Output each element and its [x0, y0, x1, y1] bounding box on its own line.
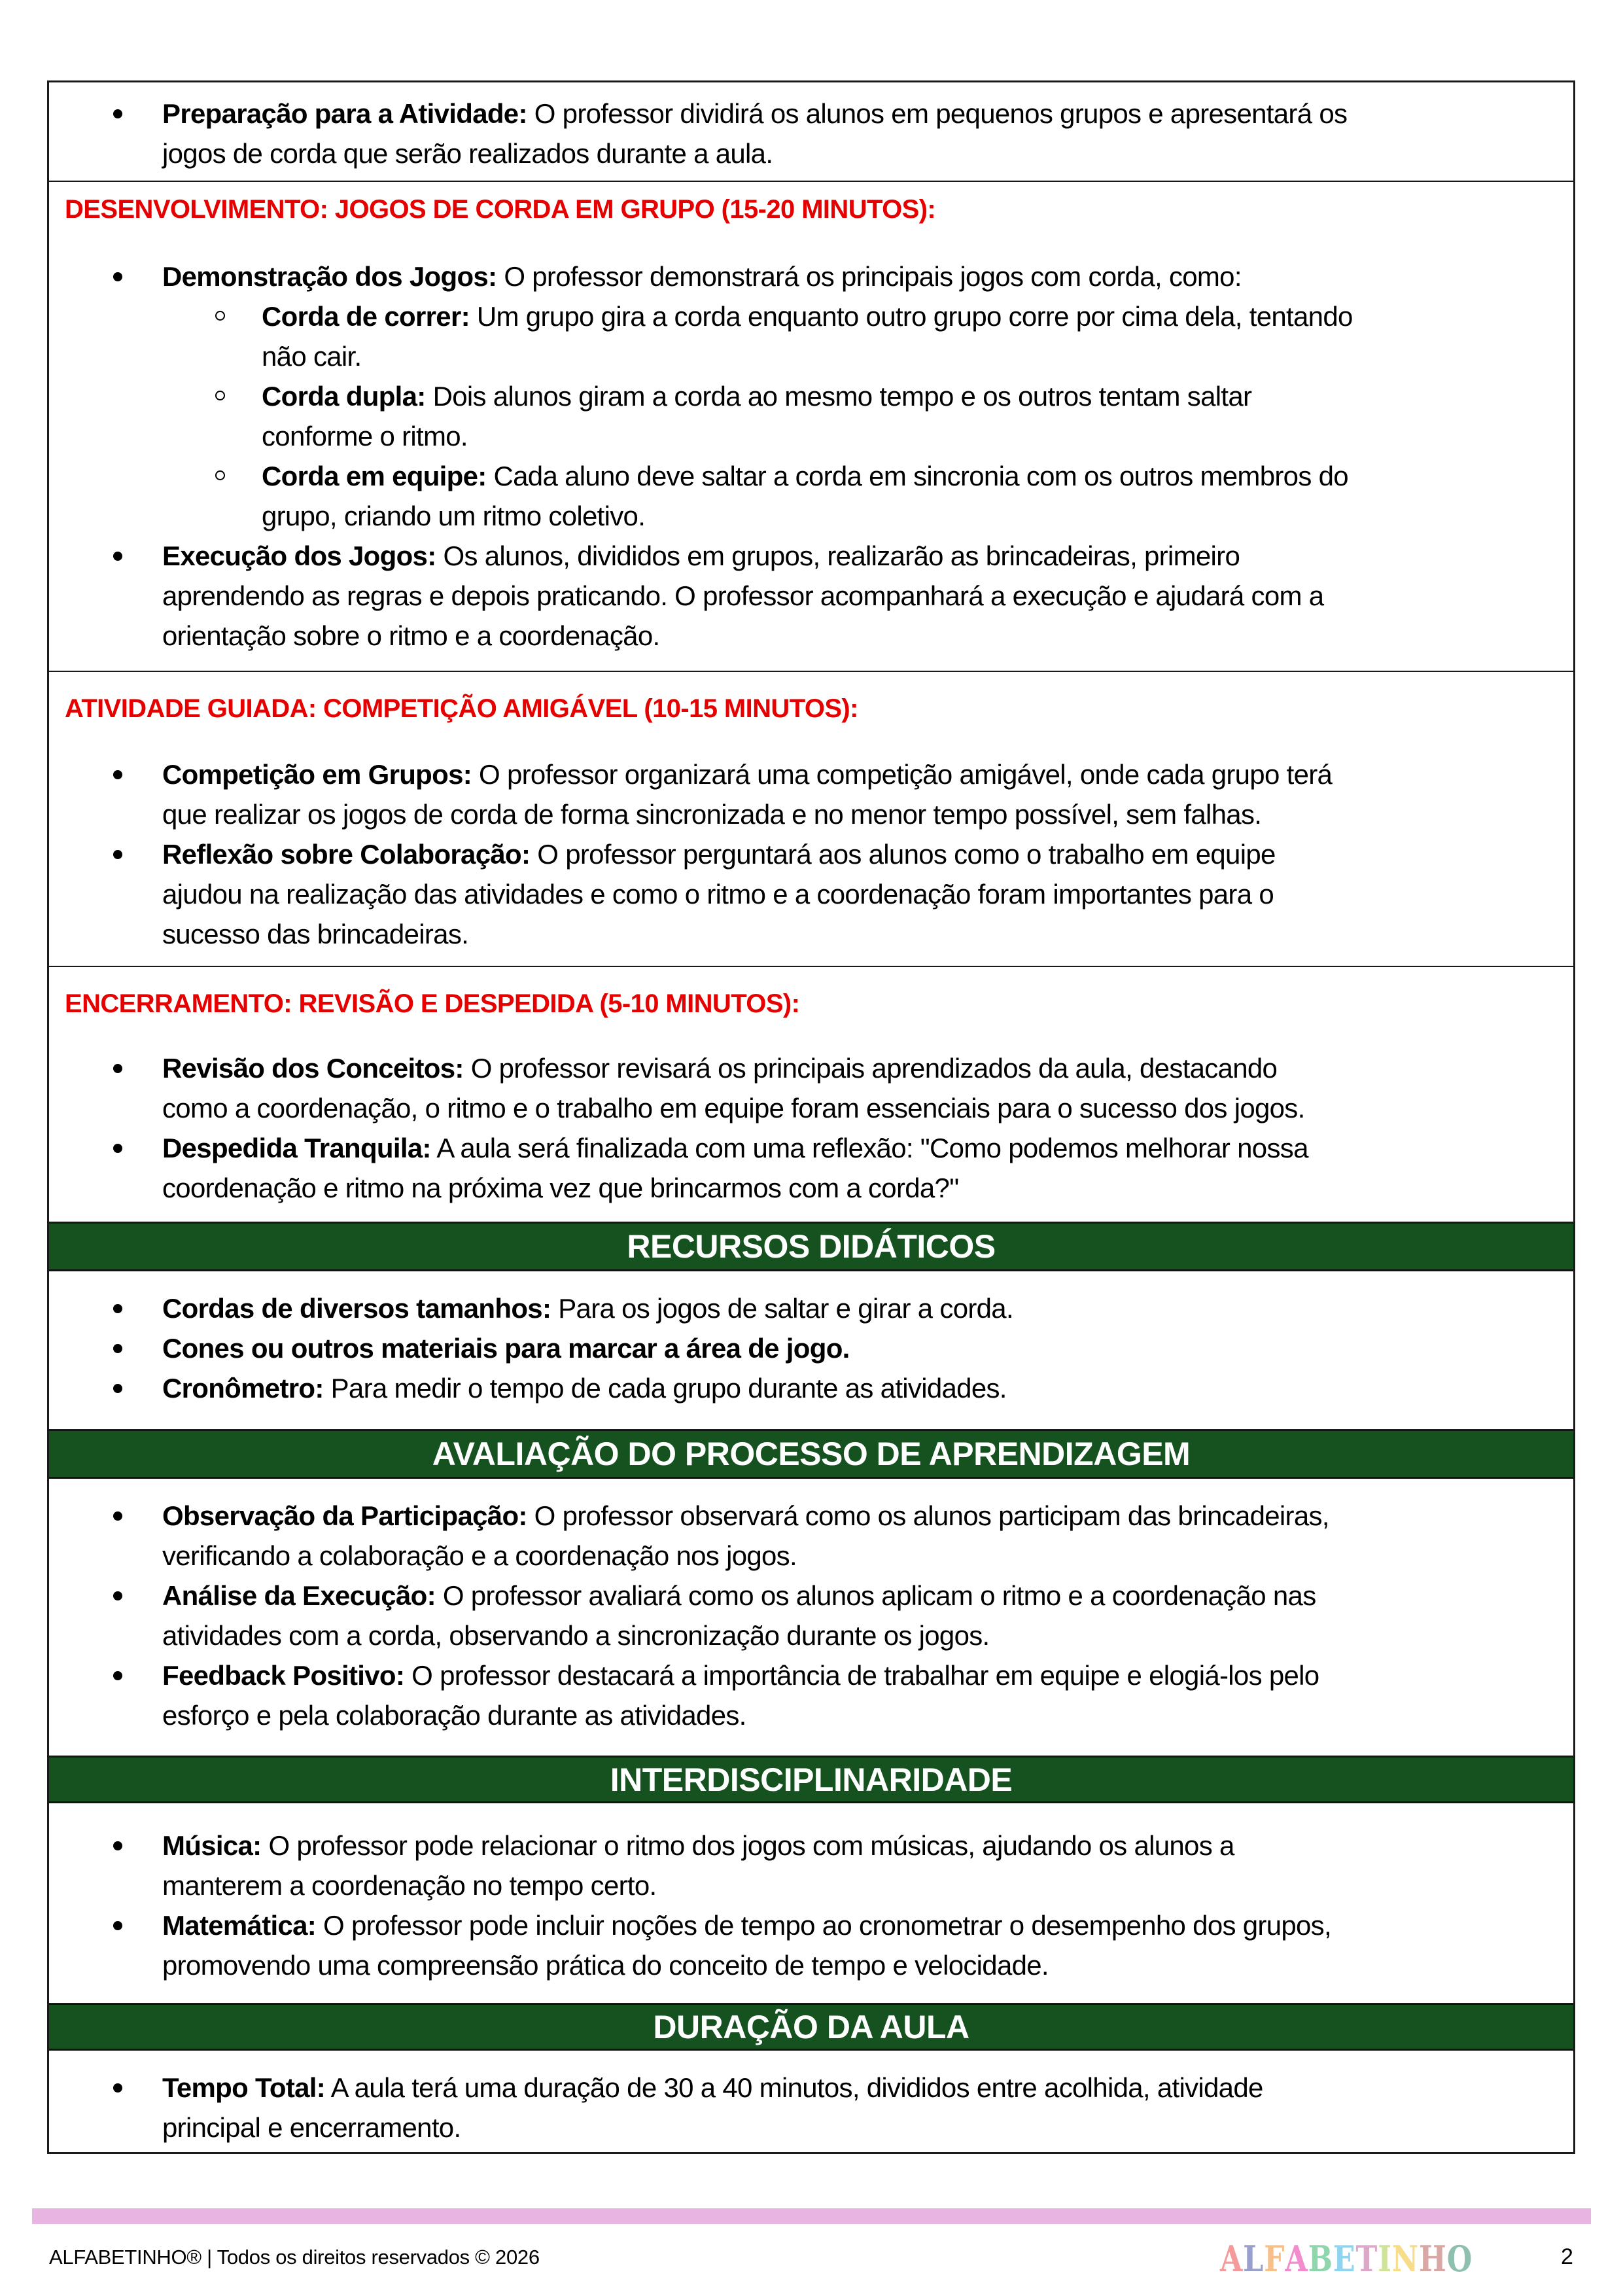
list-item [49, 1368, 1573, 1408]
header-interdisciplinaridade: INTERDISCIPLINARIDADE [49, 1757, 1573, 1803]
text-line [162, 1905, 1573, 1945]
text-line [162, 1695, 1573, 1735]
bullet-icon [113, 272, 122, 281]
logo-letter: A [1220, 2238, 1244, 2280]
item-label: Demonstração dos Jogos: [162, 261, 497, 292]
item-text: jogos de corda que serão realizados durante a aula. [162, 138, 773, 169]
bullet-icon [113, 1671, 122, 1680]
text-line [262, 336, 1573, 376]
item-text: O professor dividirá os alunos em pequenos grupos e apresentará os [527, 98, 1348, 129]
item-text: manterem a coordenação no tempo certo. [162, 1870, 657, 1901]
text-line [162, 1088, 1573, 1128]
text-line [162, 794, 1573, 834]
bullet-icon [113, 850, 122, 859]
logo-letter: F [1264, 2238, 1285, 2280]
text-line [162, 256, 1573, 296]
text-line [162, 1288, 1573, 1328]
text-line [162, 754, 1573, 794]
bullet-list [49, 754, 1573, 954]
bullet-icon [113, 1511, 122, 1521]
item-label: Execução dos Jogos: [162, 540, 436, 571]
list-item [49, 1048, 1573, 1128]
item-text: O professor pode relacionar o ritmo dos jogos com músicas, ajudando os alunos a [261, 1830, 1234, 1861]
item-text: O professor organizará uma competição amigável, onde cada grupo terá [472, 759, 1333, 790]
item-text: Um grupo gira a corda enquanto outro grupo corre por cima dela, tentando [469, 301, 1353, 332]
text-line [162, 616, 1573, 656]
logo-letter: O [1446, 2238, 1473, 2280]
bullet-icon [113, 1921, 122, 1930]
bullet-icon [113, 2083, 122, 2093]
sub-list-item [49, 376, 1573, 456]
logo-letter: A [1285, 2238, 1308, 2280]
item-label: Matemática: [162, 1910, 317, 1941]
text-line [162, 1328, 1573, 1368]
text-line [162, 1168, 1573, 1208]
text-line [162, 576, 1573, 616]
sub-list-item [49, 456, 1573, 536]
bullet-icon [113, 1384, 122, 1393]
item-label: Competição em Grupos: [162, 759, 472, 790]
item-label: Feedback Positivo: [162, 1660, 405, 1691]
lesson-plan-table [47, 80, 1575, 2154]
bullet-list [49, 94, 1573, 173]
header-duracao-da-aula: DURAÇÃO DA AULA [49, 2004, 1573, 2051]
text-line [162, 834, 1573, 874]
bullet-list [49, 2068, 1573, 2147]
item-text: Os alunos, divididos em grupos, realizarão as brincadeiras, primeiro [436, 540, 1240, 571]
text-line [162, 1576, 1573, 1616]
logo-letter: I [1378, 2238, 1392, 2280]
bullet-icon [113, 552, 122, 561]
item-label: Cordas de diversos tamanhos: [162, 1293, 551, 1324]
text-line [162, 1616, 1573, 1655]
row-recursos [49, 1271, 1573, 1430]
text-line [162, 133, 1573, 173]
text-line [262, 496, 1573, 536]
item-text: Para medir o tempo de cada grupo durante as atividades. [323, 1373, 1007, 1404]
hollow-circle-bullet-icon [215, 311, 225, 321]
item-text: que realizar os jogos de corda de forma sincronizada e no menor tempo possível, sem falhas. [162, 799, 1262, 830]
text-line [262, 296, 1573, 336]
item-text: ajudou na realização das atividades e como o ritmo e a coordenação foram importantes para o [162, 879, 1274, 910]
row-encerramento [49, 967, 1573, 1223]
bullet-list [49, 256, 1573, 656]
item-text: promovendo uma compreensão prática do conceito de tempo e velocidade. [162, 1950, 1049, 1981]
list-item [49, 536, 1573, 656]
item-text: Dois alunos giram a corda ao mesmo tempo e os outros tentam saltar [425, 381, 1252, 412]
logo-letter: B [1308, 2238, 1333, 2280]
bullet-icon [113, 109, 122, 118]
list-item [49, 2068, 1573, 2147]
logo-letter: E [1333, 2238, 1356, 2280]
text-line [162, 1048, 1573, 1088]
text-line [162, 2108, 1573, 2147]
item-label: Corda em equipe: [262, 461, 487, 491]
item-text: A aula terá uma duração de 30 a 40 minutos, divididos entre acolhida, atividade [325, 2072, 1263, 2103]
text-line [162, 1128, 1573, 1168]
item-label: Análise da Execução: [162, 1580, 436, 1611]
bullet-icon [113, 1591, 122, 1600]
row-avaliacao [49, 1479, 1573, 1757]
page-number: 2 [1561, 2244, 1573, 2269]
list-item [49, 1288, 1573, 1328]
item-text: O professor pode incluir noções de tempo ao cronometrar o desempenho dos grupos, [316, 1910, 1331, 1941]
item-text: como a coordenação, o ritmo e o trabalho em equipe foram essenciais para o sucesso dos jogos. [162, 1093, 1305, 1123]
footer-divider-bar [32, 2208, 1591, 2224]
list-item [49, 754, 1573, 834]
list-item [49, 1576, 1573, 1655]
logo-letter: T [1355, 2238, 1378, 2280]
text-line [162, 1496, 1573, 1536]
bullet-icon [113, 1304, 122, 1313]
item-label: Música: [162, 1830, 262, 1861]
bullet-icon [113, 1064, 122, 1073]
row-duracao [49, 2051, 1573, 2152]
item-text: sucesso das brincadeiras. [162, 919, 469, 949]
item-label: Cronômetro: [162, 1373, 324, 1404]
text-line [162, 1368, 1573, 1408]
logo-letter: H [1419, 2238, 1447, 2280]
text-line [262, 456, 1573, 496]
bullet-list [49, 1496, 1573, 1735]
text-line [262, 376, 1573, 416]
bullet-list [49, 1288, 1573, 1408]
item-text: O professor revisará os principais aprendizados da aula, destacando [463, 1053, 1278, 1084]
hollow-circle-bullet-icon [215, 391, 225, 400]
list-item [49, 1128, 1573, 1208]
list-item [49, 256, 1573, 296]
section-heading-atividade-guiada: ATIVIDADE GUIADA: COMPETIÇÃO AMIGÁVEL (10-15 MINUTOS): [65, 694, 858, 723]
item-label: Tempo Total: [162, 2072, 326, 2103]
item-label: Reflexão sobre Colaboração: [162, 839, 531, 870]
list-item [49, 1826, 1573, 1905]
bullet-icon [113, 1344, 122, 1353]
list-item [49, 1655, 1573, 1735]
item-label: Observação da Participação: [162, 1500, 527, 1531]
item-text: O professor perguntará aos alunos como o trabalho em equipe [530, 839, 1276, 870]
list-item [49, 1328, 1573, 1368]
text-line [162, 1826, 1573, 1865]
item-text: verificando a colaboração e a coordenação nos jogos. [162, 1540, 797, 1571]
text-line [162, 874, 1573, 914]
list-item [49, 1496, 1573, 1576]
text-line [162, 914, 1573, 954]
row-preparacao [49, 82, 1573, 182]
text-line [162, 2068, 1573, 2108]
item-label: Preparação para a Atividade: [162, 98, 527, 129]
row-atividade-guiada [49, 672, 1573, 967]
sub-list-item [49, 296, 1573, 376]
logo-letter: N [1391, 2238, 1420, 2280]
bullet-icon [113, 1144, 122, 1153]
item-text: O professor destacará a importância de trabalhar em equipe e elogiá-los pelo [404, 1660, 1319, 1691]
item-text: não cair. [262, 341, 362, 372]
header-avaliacao: AVALIAÇÃO DO PROCESSO DE APRENDIZAGEM [49, 1430, 1573, 1479]
text-line [162, 1945, 1573, 1985]
item-text: Cada aluno deve saltar a corda em sincronia com os outros membros do [486, 461, 1348, 491]
item-text: aprendendo as regras e depois praticando. O professor acompanhará a execução e ajudará com a [162, 580, 1324, 611]
item-text: Para os jogos de saltar e girar a corda. [551, 1293, 1013, 1324]
header-recursos-didaticos: RECURSOS DIDÁTICOS [49, 1223, 1573, 1271]
item-label: Cones ou outros materiais para marcar a área de jogo. [162, 1333, 850, 1364]
section-heading-encerramento: ENCERRAMENTO: REVISÃO E DESPEDIDA (5-10 MINUTOS): [65, 989, 800, 1018]
bullet-list [49, 1826, 1573, 1985]
item-text: O professor avaliará como os alunos aplicam o ritmo e a coordenação nas [435, 1580, 1316, 1611]
row-desenvolvimento [49, 182, 1573, 672]
item-label: Revisão dos Conceitos: [162, 1053, 464, 1084]
text-line [162, 94, 1573, 133]
item-text: conforme o ritmo. [262, 421, 468, 451]
item-text: A aula será finalizada com uma reflexão: "Como podemos melhorar nossa [430, 1133, 1308, 1163]
bullet-icon [113, 770, 122, 779]
list-item [49, 1905, 1573, 1985]
row-interdisciplinaridade [49, 1803, 1573, 2004]
item-text: grupo, criando um ritmo coletivo. [262, 501, 646, 531]
text-line [162, 1655, 1573, 1695]
section-heading-desenvolvimento: DESENVOLVIMENTO: JOGOS DE CORDA EM GRUPO (15-20 MINUTOS): [65, 195, 936, 224]
item-text: coordenação e ritmo na próxima vez que brincarmos com a corda?" [162, 1173, 959, 1203]
item-text: atividades com a corda, observando a sincronização durante os jogos. [162, 1620, 990, 1651]
text-line [162, 1536, 1573, 1576]
item-label: Corda de correr: [262, 301, 470, 332]
alfabetinho-logo [1220, 2238, 1473, 2280]
bullet-icon [113, 1841, 122, 1850]
item-text: orientação sobre o ritmo e a coordenação. [162, 620, 660, 651]
list-item [49, 834, 1573, 954]
item-text: esforço e pela colaboração durante as atividades. [162, 1700, 746, 1731]
bullet-list [49, 1048, 1573, 1208]
item-text: O professor demonstrará os principais jogos com corda, como: [497, 261, 1242, 292]
footer-copyright: ALFABETINHO® | Todos os direitos reservados © 2026 [49, 2246, 540, 2269]
text-line [262, 416, 1573, 456]
text-line [162, 1865, 1573, 1905]
item-label: Corda dupla: [262, 381, 426, 412]
item-label: Despedida Tranquila: [162, 1133, 431, 1163]
logo-letter: L [1243, 2238, 1265, 2280]
text-line [162, 536, 1573, 576]
item-text: principal e encerramento. [162, 2112, 461, 2143]
list-item [49, 94, 1573, 173]
hollow-circle-bullet-icon [215, 470, 225, 480]
item-text: O professor observará como os alunos participam das brincadeiras, [527, 1500, 1329, 1531]
